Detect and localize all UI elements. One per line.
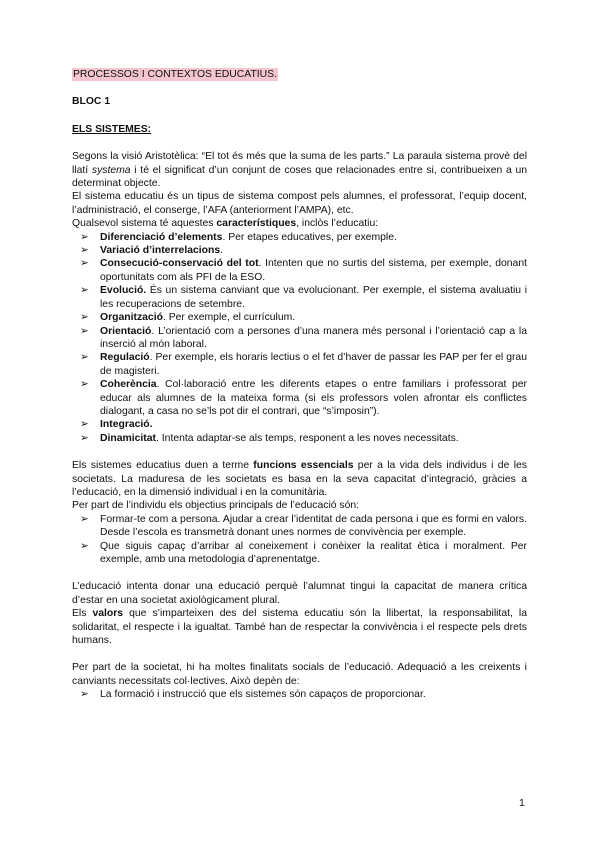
- characteristic-term: Consecució-conservació del tot: [100, 258, 259, 270]
- list-item: [80, 432, 527, 445]
- arrow-bullet-icon: ➢: [80, 513, 89, 525]
- bold-term: valors: [92, 608, 124, 620]
- list-item: [80, 284, 527, 311]
- text-run: Els: [72, 608, 93, 620]
- characteristic-text: . Intenta adaptar-se als temps, responent a les noves necessitats.: [156, 432, 459, 444]
- intro-paragraph-2: El sistema educatiu és un tipus de sistema compost pels alumnes, el professorat, l’equip docent, l’administració, el conserge, l’AFA (anteriorment l’AMPA), etc.: [72, 191, 527, 216]
- text-run: Segons la visió Aristotèlica: “El tot és més que la suma de les parts.” La paraula sistema provè del llatí: [72, 151, 527, 176]
- bold-term: funcions essencials: [253, 460, 354, 472]
- list-item: [80, 540, 527, 567]
- page-number: 1: [519, 798, 525, 809]
- characteristic-text: És un sistema canviant que va evolucionant. Per exemple, el sistema avaluatiu i les recuperacions de setembre.: [100, 285, 527, 310]
- characteristic-text: . Per exemple, el currículum.: [162, 312, 296, 324]
- arrow-bullet-icon: ➢: [80, 689, 89, 701]
- list-item: [80, 244, 527, 257]
- functions-paragraph-1: [72, 459, 527, 499]
- arrow-bullet-icon: ➢: [80, 231, 89, 243]
- bold-term: característiques: [216, 218, 297, 230]
- list-item-text: La formació i instrucció que els sistemes són capaços de proporcionar.: [100, 689, 426, 701]
- characteristic-text: . L’orientació com a persones d’una manera més personal i l’orientació cap a la inserció al món laboral.: [100, 325, 527, 350]
- characteristic-term: Regulació: [100, 352, 150, 364]
- section-heading: ELS SISTEMES:: [72, 123, 152, 135]
- text-run: que s’imparteixen des del sistema educatiu són la llibertat, la responsabilitat, la solidaritat, el respecte i la igualtat. També han de respectar la convivència i el respecte pels drets humans.: [72, 608, 527, 647]
- characteristic-text: . Col·laboració entre les diferents etapes o entre familiars i professorat per educar als alumnes de la mateixa forma (si els professors volen afrontar els conflictes dialogant, a casa no se’ls pot dir el contrari, que “s’imposin”).: [100, 379, 527, 417]
- arrow-bullet-icon: ➢: [80, 432, 89, 444]
- arrow-bullet-icon: ➢: [80, 379, 89, 391]
- arrow-bullet-icon: ➢: [80, 258, 89, 270]
- values-paragraph-2: [72, 607, 527, 647]
- list-item: [80, 257, 527, 284]
- text-run: per a la vida dels individus i de les societats. La maduresa de les societats es basa en la seva capacitat d’integració, gràcies a l’educació, en la dimensió individual i en la comunitària.: [72, 460, 527, 498]
- values-paragraph-1: L’educació intenta donar una educació perquè l’alumnat tingui la capacitat de manera crítica d’estar en una societat axiològicament plural.: [72, 581, 527, 606]
- list-item: [80, 513, 527, 540]
- functions-paragraph-2: Per part de l’individu els objectius principals de l’educació són:: [72, 500, 360, 512]
- list-item-text: Formar-te com a persona. Ajudar a crear l’identitat de cada persona i que es formi en valors. Desde l’escola es transmetrà donant unes normes de convivència per exemple.: [100, 513, 527, 539]
- characteristic-term: Variació d’interrelacions: [100, 245, 221, 257]
- list-item: [80, 378, 527, 418]
- text-run: Els sistemes educatius duen a terme: [72, 460, 254, 472]
- spacer: [72, 445, 527, 459]
- arrow-bullet-icon: ➢: [80, 540, 89, 552]
- characteristic-term: Coherència: [100, 379, 157, 391]
- text-run: i té el significat d’un conjunt de coses que relacionades entre si, contribueixen a un determinat objecte.: [72, 164, 527, 190]
- characteristic-text: .: [220, 245, 224, 257]
- arrow-bullet-icon: ➢: [80, 285, 89, 297]
- spacer: [72, 136, 527, 150]
- document-title: PROCESSOS I CONTEXTOS EDUCATIUS.: [73, 69, 277, 80]
- list-item: [80, 351, 527, 378]
- bloc-heading: BLOC 1: [72, 96, 111, 108]
- characteristic-term: Diferenciació d’elements: [100, 231, 223, 243]
- intro-paragraph-1: [72, 150, 527, 190]
- intro-paragraph-3: [72, 217, 527, 230]
- society-list: [72, 688, 527, 701]
- list-item: [80, 688, 527, 701]
- list-item: [80, 418, 527, 431]
- characteristic-text: . Per etapes educatives, per exemple.: [222, 231, 397, 243]
- list-item: [80, 231, 527, 244]
- arrow-bullet-icon: ➢: [80, 325, 89, 337]
- arrow-bullet-icon: ➢: [80, 245, 89, 257]
- characteristic-text: . Per exemple, els horaris lectius o el fet d’haver de passar les PAP per fer el grau de magisteri.: [100, 352, 527, 377]
- text-run: Qualsevol sistema té aquestes: [72, 218, 217, 230]
- characteristic-term: Organització: [100, 312, 163, 324]
- spacer: [72, 647, 527, 661]
- latin-term: systema: [91, 164, 131, 176]
- arrow-bullet-icon: ➢: [80, 419, 89, 431]
- characteristic-term: Integració.: [100, 419, 153, 431]
- arrow-bullet-icon: ➢: [80, 352, 89, 364]
- characteristics-list: [72, 231, 527, 446]
- text-run: , inclòs l’educatiu:: [296, 218, 379, 230]
- list-item-text: Que siguis capaç d’arribar al coneixement i conèixer la realitat ètica i moralment. Per exemple, amb una metodologia d’aprenentatge.: [100, 540, 527, 565]
- characteristic-term: Orientació: [100, 325, 152, 337]
- characteristic-term: Evolució.: [100, 285, 147, 297]
- list-item: [80, 325, 527, 352]
- characteristic-term: Dinamicitat: [100, 432, 157, 444]
- arrow-bullet-icon: ➢: [80, 312, 89, 324]
- spacer: [72, 566, 527, 580]
- objectives-list: [72, 513, 527, 567]
- document-page: [72, 68, 527, 702]
- characteristic-text: . Intenten que no surtis del sistema, per exemple, donant oportunitats com als PFI de la ESO.: [100, 258, 527, 283]
- society-paragraph-1: Per part de la societat, hi ha moltes finalitats socials de l’educació. Adequació a les creixents i canviants necessitats col·lectives. Això depèn de:: [72, 662, 527, 687]
- list-item: [80, 311, 527, 324]
